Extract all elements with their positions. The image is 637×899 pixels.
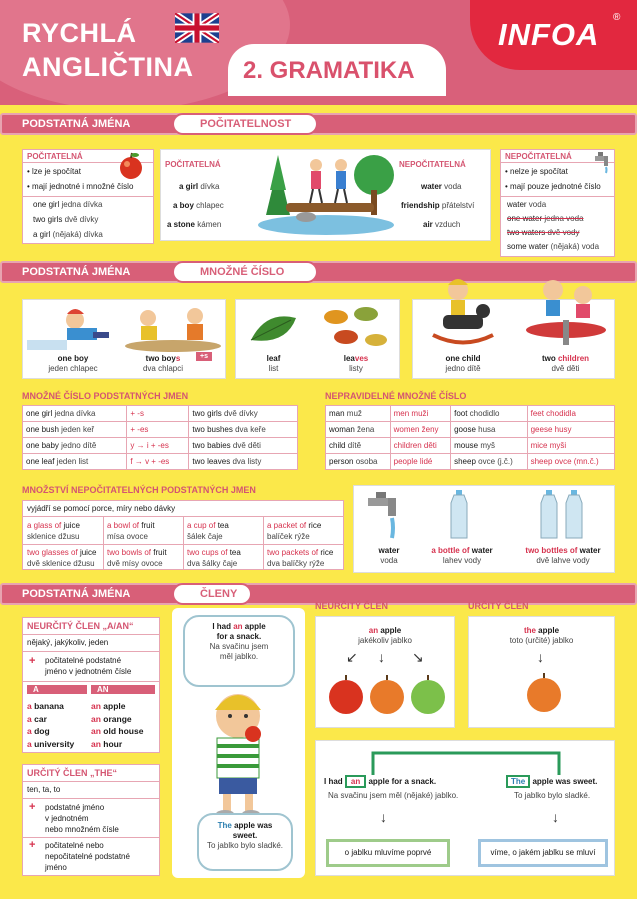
example-translation: jakékoliv jablko <box>358 636 412 645</box>
translation: dvě dívky <box>223 409 258 418</box>
caption-translation: dvě lahve vody <box>536 556 590 565</box>
indefinite-title: NEURČITÝ ČLEN „A/AN“ <box>27 621 134 631</box>
bubble-text: sweet. <box>232 831 258 840</box>
plus-icon: + <box>29 655 36 667</box>
countability-center-card <box>160 149 491 241</box>
noun: apple <box>103 701 126 711</box>
amount-cell <box>107 520 155 542</box>
translation: muži <box>411 409 429 418</box>
definite-example-title: URČITÝ ČLEN <box>468 601 529 611</box>
noun: fruit <box>141 521 155 530</box>
noun: juice <box>79 548 97 557</box>
table-row <box>326 406 615 422</box>
uncountable-bullet-1: • nelze je spočítat <box>505 167 568 176</box>
measure: a bowl of <box>107 521 140 530</box>
irregular-cell <box>326 422 391 438</box>
countable-card <box>22 149 154 244</box>
irregular-cell <box>390 406 450 422</box>
article-sentences-card <box>315 740 615 876</box>
children-illustration-card <box>412 299 615 379</box>
plural-table-title: MNOŽNÉ ČÍSLO PODSTATNÝCH JMEN <box>22 391 189 401</box>
word: mice <box>530 441 548 450</box>
section-countability <box>0 113 637 135</box>
word: sheep <box>530 457 553 466</box>
article-example <box>91 738 143 751</box>
word: women <box>393 425 420 434</box>
measure: two packets of <box>267 548 319 557</box>
countable-heading: POČITATELNÁ <box>165 160 221 169</box>
word: one girl <box>26 409 53 418</box>
singular-cell <box>23 438 127 454</box>
caption-translation: jedno dítě <box>445 364 481 373</box>
ex-translation: vzduch <box>435 220 461 229</box>
noun: tea <box>217 521 229 530</box>
translation: balíček rýže <box>267 532 310 541</box>
measure: two bowls of <box>107 548 152 557</box>
table-row <box>23 438 298 454</box>
translation: myši <box>549 441 567 450</box>
table-row <box>23 454 298 470</box>
translation: chodidlo <box>469 409 500 418</box>
measure: two glasses of <box>27 548 78 557</box>
water-bottles-card <box>353 485 615 573</box>
definite-desc: v jednotném <box>45 814 89 823</box>
caption-highlight: ves <box>354 354 369 363</box>
caption-word: two <box>541 354 558 363</box>
article: a <box>27 713 32 724</box>
caption-word: water <box>378 546 400 555</box>
plural-cell <box>189 406 298 422</box>
indefinite-sub: nějaký, jakýkoliv, jeden <box>27 638 109 647</box>
caption-word: water <box>471 546 493 555</box>
rule-cell: f → v + -es <box>127 454 189 470</box>
indefinite-desc-1: počitatelné podstatné <box>45 656 122 665</box>
caption-word: one boy <box>57 354 89 363</box>
caption-highlight: children <box>557 354 590 363</box>
singular-cell <box>23 422 127 438</box>
translation: dvě děti <box>232 441 261 450</box>
caption-translation: listy <box>349 364 363 373</box>
irregular-cell <box>390 438 450 454</box>
rule-cell: + -es <box>127 422 189 438</box>
example-word: apple <box>378 626 402 635</box>
word: goose <box>454 425 476 434</box>
apple-icon <box>117 152 145 180</box>
translation: ženy <box>421 425 439 434</box>
word: geese <box>530 425 553 434</box>
child-on-rocking-horse-illustration <box>423 275 503 350</box>
ex-word: a girl <box>179 182 199 191</box>
article: a <box>27 701 32 711</box>
bubble-text: apple <box>242 622 266 631</box>
ex-translation: (nějaká) voda <box>550 242 600 251</box>
irregular-cell <box>451 422 528 438</box>
article-example <box>27 738 74 751</box>
section-label: PODSTATNÁ JMÉNA <box>22 266 131 278</box>
first-mention-note: o jablku mluvíme poprvé <box>326 839 450 867</box>
rule-cell: + -s <box>127 406 189 422</box>
translation: dva listy <box>232 457 262 466</box>
translation: mísa ovoce <box>107 532 148 541</box>
arrow-icon: ↘ <box>412 649 424 665</box>
uncountable-heading: NEPOČITATELNÁ <box>399 160 466 169</box>
translation: dva šálky čaje <box>187 559 238 568</box>
example-highlight: the <box>523 626 536 635</box>
caption-translation: voda <box>380 556 398 565</box>
translation: děti <box>423 441 437 450</box>
irregular-cell <box>527 454 614 470</box>
sentence-translation: To jablko bylo sladké. <box>514 791 591 800</box>
table-row <box>326 438 615 454</box>
plural-table <box>22 405 298 470</box>
amount-cell <box>267 520 321 542</box>
word: woman <box>329 425 355 434</box>
irregular-cell <box>527 438 614 454</box>
article: a <box>27 738 32 749</box>
amount-cell <box>187 520 229 542</box>
caption-word: lea <box>343 354 355 363</box>
translation: dvě mísy ovoce <box>107 559 163 568</box>
translation: osoba <box>355 457 378 466</box>
translation: jedna dívka <box>54 409 96 418</box>
word: person <box>329 457 354 466</box>
translation: chodidla <box>546 409 576 418</box>
irregular-cell <box>527 422 614 438</box>
translation: sklenice džusu <box>27 532 80 541</box>
article: an <box>91 726 101 736</box>
translation: ovce (j.č.) <box>478 457 513 466</box>
title-line-1: RYCHLÁ <box>22 18 137 48</box>
irregular-cell <box>451 438 528 454</box>
noun: rice <box>320 548 334 557</box>
caption-highlight: two bottles of <box>525 546 578 555</box>
faucet-water-illustration <box>366 490 411 540</box>
arrow-icon: ↓ <box>380 809 387 825</box>
article-example <box>27 700 74 713</box>
article: an <box>91 713 101 724</box>
logo <box>470 0 637 70</box>
caption-translation: dvě děti <box>551 364 580 373</box>
translation: dítě <box>347 441 362 450</box>
irregular-cell <box>451 406 528 422</box>
three-apples-illustration <box>324 673 450 717</box>
caption-translation: dva chlapci <box>142 364 184 373</box>
indefinite-example-title: NEURČITÝ ČLEN <box>315 601 389 611</box>
noun: fruit <box>153 548 167 557</box>
table-row <box>326 422 615 438</box>
noun: old house <box>103 726 144 736</box>
caption-word: two boy <box>145 354 176 363</box>
word: two girls <box>192 409 222 418</box>
arrow-icon: ↓ <box>378 649 385 665</box>
article-example <box>27 713 74 726</box>
definite-desc: nebo množném čísle <box>45 825 119 834</box>
irregular-cell <box>326 438 391 454</box>
translation: jeden keř <box>61 425 95 434</box>
ex-translation: (nějaká) dívka <box>52 230 103 239</box>
ex-translation: dívka <box>200 182 220 191</box>
measure: a glass of <box>27 521 62 530</box>
indefinite-desc-2: jméno v jednotném čísle <box>45 667 132 676</box>
table-row <box>23 406 298 422</box>
kids-on-bridge-illustration <box>256 135 396 235</box>
column-a-badge: A <box>27 685 87 694</box>
caption-highlight: s <box>175 354 181 363</box>
plural-cell <box>189 454 298 470</box>
definite-article-card <box>22 764 160 876</box>
amount-intro: vyjádří se pomocí porce, míry nebo dávky <box>27 504 176 513</box>
article-example <box>91 725 143 738</box>
caption-translation: jeden chlapec <box>48 364 98 373</box>
noun: university <box>34 738 75 749</box>
two-water-bottles-illustration <box>539 490 589 540</box>
connector-line <box>371 749 561 775</box>
ex-translation: jedna dívka <box>61 200 103 209</box>
word: people <box>393 457 418 466</box>
ex-word: a girl <box>33 230 51 239</box>
ex-word: a stone <box>167 220 196 229</box>
ex-word-crossed: one water <box>507 214 543 223</box>
section-pill: MNOŽNÉ ČÍSLO <box>172 261 318 283</box>
definite-example-card <box>468 616 615 728</box>
bubble-translation: To jablko bylo sladké. <box>206 841 284 850</box>
irregular-cell <box>390 422 450 438</box>
ex-word: friendship <box>401 201 440 210</box>
ex-word: water <box>507 200 527 209</box>
plural-cell <box>189 422 298 438</box>
noun: orange <box>103 713 132 724</box>
amount-cell <box>187 547 241 569</box>
word: man <box>329 409 345 418</box>
countable-bullet-1: • lze je spočítat <box>27 167 81 176</box>
caption-translation: lahev vody <box>442 556 482 565</box>
countable-bullet-2: • mají jednotné i množné číslo <box>27 182 134 191</box>
table-row <box>326 454 615 470</box>
word: one baby <box>26 441 59 450</box>
translation: jedno dítě <box>61 441 97 450</box>
amount-cell <box>107 547 167 569</box>
caption-word: water <box>579 546 601 555</box>
translation: jeden list <box>56 457 89 466</box>
translation: muž <box>346 409 362 418</box>
translation: myš <box>480 441 496 450</box>
sentence-highlight: The <box>506 775 530 788</box>
ex-translation: voda <box>444 182 462 191</box>
article: an <box>91 738 101 749</box>
translation: husy <box>554 425 572 434</box>
caption-word: leaf <box>266 354 281 363</box>
speech-bubble-1 <box>183 615 295 687</box>
ex-word: one girl <box>33 200 60 209</box>
irregular-cell <box>326 454 391 470</box>
translation: šálek čaje <box>187 532 223 541</box>
article-example <box>27 725 74 738</box>
translation: dvě sklenice džusu <box>27 559 95 568</box>
boys-illustration-card <box>22 299 226 379</box>
translation: dva keře <box>235 425 266 434</box>
singular-cell <box>23 406 127 422</box>
noun: rice <box>308 521 322 530</box>
title-line-2: ANGLIČTINA <box>22 52 194 82</box>
article: an <box>91 701 101 711</box>
bubble-text: apple was <box>231 821 273 830</box>
definite-title: URČITÝ ČLEN „THE“ <box>27 768 117 778</box>
arrow-icon: ↓ <box>552 809 559 825</box>
ex-word: two girls <box>33 215 63 224</box>
singular-cell <box>23 454 127 470</box>
definite-desc: počitatelné nebo <box>45 841 104 850</box>
bubble-highlight: an <box>233 622 243 631</box>
section-pill: ČLENY <box>172 583 252 605</box>
ex-word: some water <box>507 242 549 251</box>
amount-cell <box>267 547 333 569</box>
article: a <box>27 726 32 736</box>
ex-word: air <box>423 220 433 229</box>
plus-icon: + <box>29 801 36 813</box>
caption-word: one child <box>445 354 481 363</box>
two-boys-illustration <box>123 302 223 352</box>
faucet-icon <box>593 152 613 174</box>
noun: car <box>34 713 47 724</box>
translation: dva balíčky rýže <box>267 559 325 568</box>
word: foot <box>454 409 468 418</box>
bubble-translation: měl jablko. <box>219 652 259 661</box>
ex-translation: jedna voda <box>544 214 584 223</box>
word: two leaves <box>192 457 231 466</box>
noun: tea <box>229 548 241 557</box>
ex-translation: dvě vody <box>547 228 580 237</box>
article-example <box>91 700 143 713</box>
sentence-highlight: an <box>345 775 366 788</box>
irregular-cell <box>527 406 614 422</box>
water-bottle-illustration <box>449 490 469 540</box>
irregular-cell <box>390 454 450 470</box>
section-label: PODSTATNÁ JMÉNA <box>22 588 131 600</box>
article-example <box>91 713 143 726</box>
definite-desc: jméno <box>45 863 67 872</box>
logo-text: INFOA <box>498 17 600 52</box>
boy-reading-illustration <box>27 302 112 352</box>
subtitle: 2. GRAMATIKA <box>243 57 415 84</box>
leaves-illustration <box>316 302 396 352</box>
example-word: apple <box>535 626 560 635</box>
translation: lidé <box>419 457 433 466</box>
word: mouse <box>454 441 479 450</box>
amount-cell <box>27 547 96 569</box>
word: men <box>393 409 410 418</box>
definite-sub: ten, ta, to <box>27 785 61 794</box>
arrow-icon: ↙ <box>346 649 358 665</box>
plural-cell <box>189 438 298 454</box>
plus-s-badge: +s <box>196 352 212 361</box>
noun: hour <box>103 738 123 749</box>
irregular-table-title: NEPRAVIDELNÉ MNOŽNÉ ČÍSLO <box>325 391 467 401</box>
noun: juice <box>63 521 80 530</box>
noun: dog <box>34 726 50 736</box>
children-on-carousel-illustration <box>518 275 613 350</box>
indefinite-example-card <box>315 616 455 728</box>
bubble-translation: Na svačinu jsem <box>209 642 269 651</box>
word: feet <box>530 409 544 418</box>
irregular-cell <box>326 406 391 422</box>
section-pill: POČITATELNOST <box>172 113 318 135</box>
section-label: PODSTATNÁ JMÉNA <box>22 118 131 130</box>
leaves-illustration-card <box>235 299 400 379</box>
example-highlight: an <box>368 626 379 635</box>
caption-translation: list <box>268 364 279 373</box>
ex-word: water <box>421 182 442 191</box>
known-item-note: víme, o jakém jablku se mluví <box>478 839 608 867</box>
translation: žena <box>357 425 375 434</box>
sentence-text: apple was sweet. <box>530 777 598 786</box>
ex-word: a boy <box>173 201 194 210</box>
arrow-icon: ↓ <box>537 649 544 665</box>
noun: banana <box>34 701 64 711</box>
word: one bush <box>26 425 59 434</box>
word: two bushes <box>192 425 233 434</box>
uncountable-title: NEPOČITATELNÁ <box>505 152 572 161</box>
irregular-cell <box>451 454 528 470</box>
amount-title: MNOŽSTVÍ NEPOČITATELNÝCH PODSTATNÝCH JMEN <box>22 485 256 495</box>
word: child <box>329 441 346 450</box>
apple-illustration <box>524 671 564 715</box>
bubble-highlight: The <box>217 821 232 830</box>
measure: two cups of <box>187 548 228 557</box>
ex-translation: dvě dívky <box>64 215 99 224</box>
rule-cell: y → i + -es <box>127 438 189 454</box>
sentence-text: apple for a snack. <box>366 777 437 786</box>
definite-desc: nepočitatelné podstatné <box>45 852 130 861</box>
example-translation: toto (určité) jablko <box>509 636 574 645</box>
caption-highlight: a bottle of <box>431 546 470 555</box>
bubble-text: for a snack. <box>216 632 262 641</box>
word: two babies <box>192 441 231 450</box>
plus-icon: + <box>29 839 36 851</box>
amount-card <box>22 500 344 570</box>
amount-cell <box>27 520 80 542</box>
bubble-text: I had <box>212 622 234 631</box>
ex-translation: kámen <box>197 220 222 229</box>
sentence-text: I had <box>324 777 345 786</box>
ex-word-crossed: two waters <box>507 228 546 237</box>
logo-reg: ® <box>613 12 621 23</box>
measure: a packet of <box>267 521 307 530</box>
table-row <box>23 422 298 438</box>
ex-translation: voda <box>528 200 547 209</box>
column-an-badge: AN <box>91 685 155 694</box>
uncountable-card <box>500 149 615 257</box>
sentence-translation: Na svačinu jsem měl (nějaké) jablko. <box>328 791 459 800</box>
countable-title: POČITATELNÁ <box>27 152 83 161</box>
definite-desc: podstatné jméno <box>45 803 105 812</box>
irregular-plural-table <box>325 405 615 470</box>
speech-bubble-2 <box>197 813 293 871</box>
word: one leaf <box>26 457 55 466</box>
translation: ovce (mn.č.) <box>554 457 599 466</box>
translation: husa <box>478 425 496 434</box>
boy-eating-apple-illustration <box>193 688 283 818</box>
uk-flag-icon <box>175 13 219 43</box>
word: children <box>393 441 422 450</box>
word: sheep <box>454 457 476 466</box>
indefinite-article-card <box>22 617 160 753</box>
ex-translation: chlapec <box>196 201 224 210</box>
measure: a cup of <box>187 521 216 530</box>
ex-translation: přátelství <box>441 201 475 210</box>
uncountable-bullet-2: • mají pouze jednotné číslo <box>505 182 601 191</box>
leaf-illustration <box>246 310 301 350</box>
